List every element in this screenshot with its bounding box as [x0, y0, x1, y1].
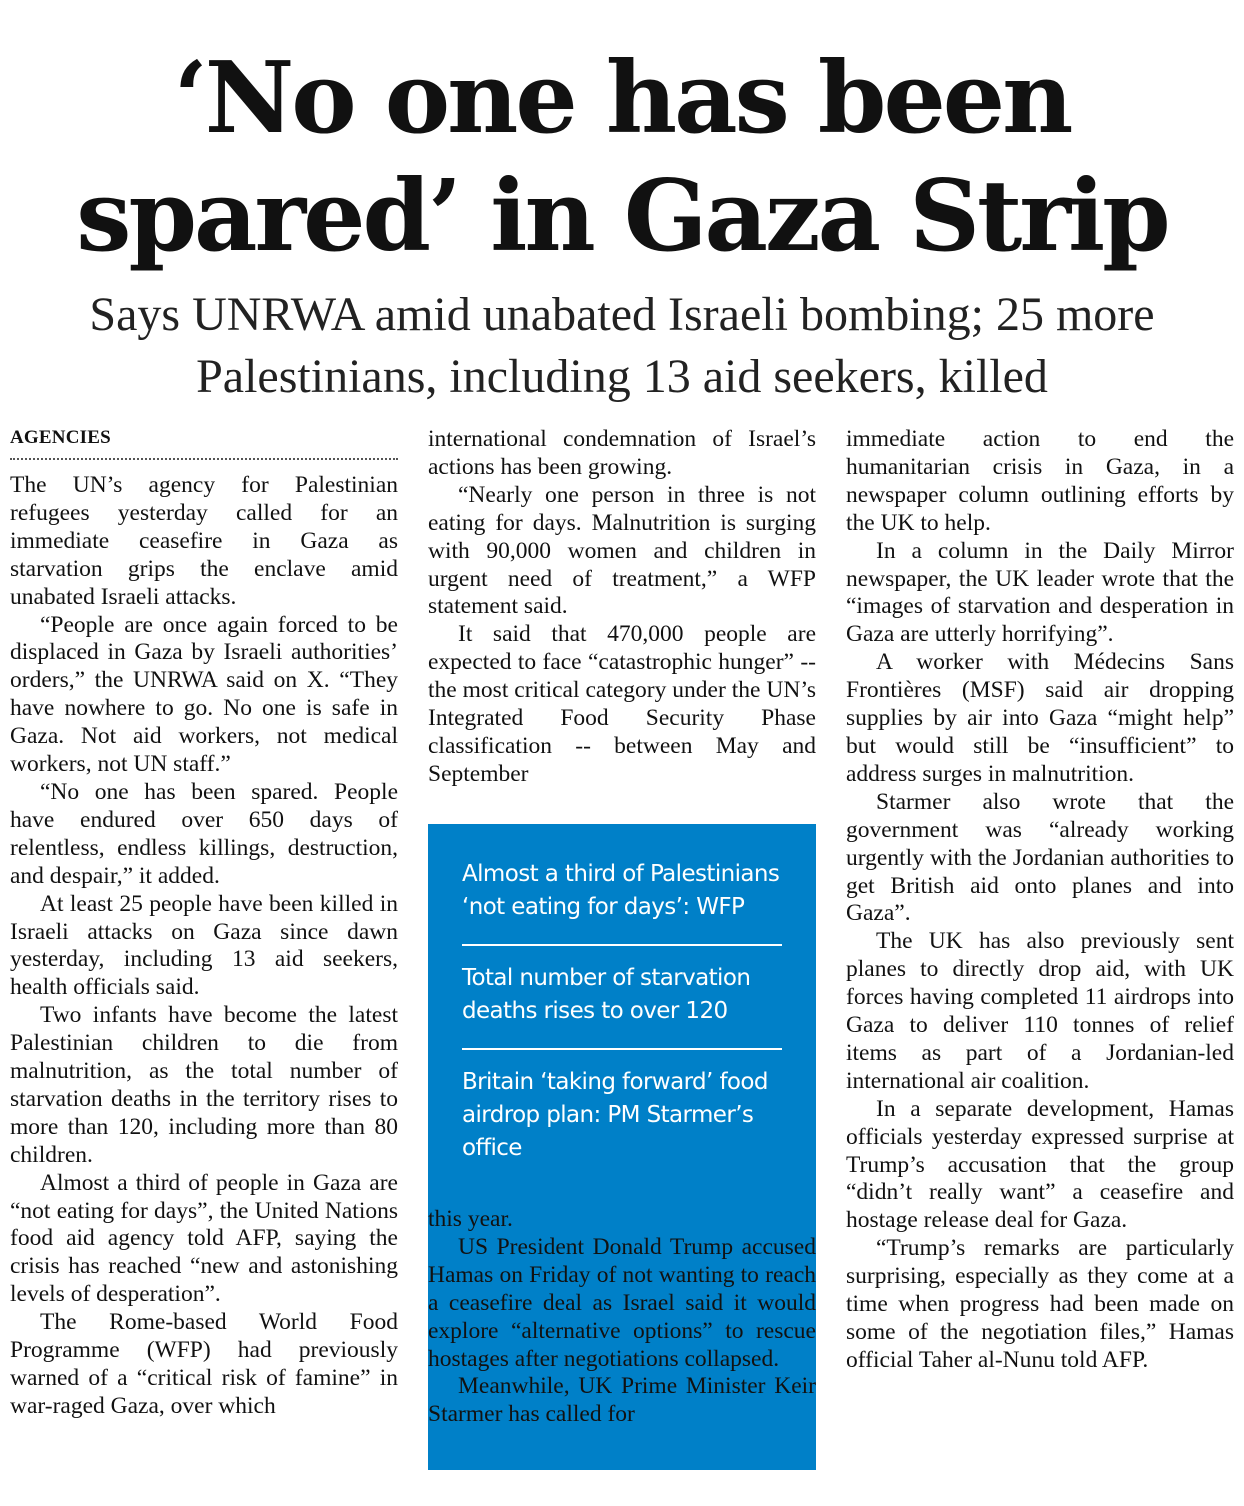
paragraph: In a separate development, Hamas officials yesterday expressed surprise at Trump’s accusation that the group “didn’t really want” a ceasefire and hostage release deal for Gaza.: [846, 1095, 1234, 1234]
article-column-3: [846, 426, 1234, 1375]
paragraph: “No one has been spared. People have endured over 650 days of relentless, endless killings, destruction, and despair,” it added.: [10, 778, 398, 889]
byline: AGENCIES: [10, 426, 398, 460]
headline-line-1: ‘No one has been: [173, 41, 1071, 156]
paragraph: A worker with Médecins Sans Frontières (MSF) said air dropping supplies by air into Gaza “might help” but would still be “insufficient” to address surges in malnutrition.: [846, 649, 1234, 787]
headline-line-2: spared’ in Gaza Strip: [76, 159, 1168, 274]
paragraph: “Nearly one person in three is not eating for days. Malnutrition is surging with 90,000 women and children in urgent need of treatment,” a WFP statement said.: [428, 481, 816, 620]
paragraph: international condemnation of Israel’s actions has been growing.: [428, 426, 816, 480]
paragraph: Two infants have become the latest Palestinian children to die from malnutrition, as the total number of starvation deaths in the territory rises to more than 120, including more than 80 children.: [10, 1002, 398, 1168]
paragraph: In a column in the Daily Mirror newspaper, the UK leader wrote that the “images of starvation and desperation in Gaza are utterly horrifying”.: [846, 537, 1234, 648]
highlight-item: Total number of starvation deaths rises to over 120: [462, 944, 782, 1048]
paragraph: The Rome-based World Food Programme (WFP) had previously warned of a “critical risk of famine” in war-raged Gaza, over which: [10, 1309, 398, 1419]
paragraph: The UN’s agency for Palestinian refugees yesterday called for an immediate ceasefire in Gaza as starvation grips the enclave amid unabated Israeli attacks.: [10, 472, 398, 610]
column-2-top-text: [428, 426, 816, 789]
paragraph: “People are once again forced to be displaced in Gaza by Israeli authorities’ orders,” the UNRWA said on X. “They have nowhere to go. No one is safe in Gaza. Not aid workers, not medical workers, not UN staff.”: [10, 611, 398, 778]
paragraph: Almost a third of people in Gaza are “not eating for days”, the United Nations food aid agency told AFP, saying the crisis has reached “new and astonishing levels of desperation”.: [10, 1169, 398, 1308]
article-column-1: [10, 426, 398, 1421]
paragraph: US President Donald Trump accused Hamas on Friday of not wanting to reach a ceasefire deal as Israel said it would explore “alternative options” to rescue hostages after negotiations collapsed.: [428, 1233, 816, 1372]
paragraph: It said that 470,000 people are expected to face “catastrophic hunger” -- the most critical category under the UN’s Integrated Food Security Phase classification -- between May and September: [428, 621, 816, 787]
subheadline-line-1: Says UNRWA amid unabated Israeli bombing; 25 more: [89, 288, 1155, 341]
paragraph: “Trump’s remarks are particularly surprising, especially as they come at a time when progress had been made on some of the negotiation files,” Hamas official Taher al-Nunu told AFP.: [846, 1235, 1234, 1373]
paragraph: The UK has also previously sent planes to directly drop aid, with UK forces having completed 11 airdrops into Gaza to deliver 110 tonnes of relief items as part of a Jordanian-led international air coalition.: [846, 928, 1234, 1094]
headline: [0, 40, 1244, 276]
subheadline: [0, 284, 1244, 408]
column-2-bottom-text: [428, 1206, 816, 1429]
paragraph: Meanwhile, UK Prime Minister Keir Starmer has called for: [428, 1373, 816, 1428]
highlight-item: Almost a third of Palestinians ‘not eating for days’: WFP: [462, 861, 780, 920]
highlights-list: [462, 858, 782, 1170]
paragraph: immediate action to end the humanitarian crisis in Gaza, in a newspaper column outlining efforts by the UK to help.: [846, 426, 1234, 536]
highlight-item: Britain ‘taking forward’ food airdrop plan: PM Starmer’s office: [462, 1048, 782, 1185]
paragraph: At least 25 people have been killed in Israeli attacks on Gaza since dawn yesterday, including 13 aid seekers, health officials said.: [10, 890, 398, 1001]
subheadline-line-2: Palestinians, including 13 aid seekers, killed: [196, 350, 1048, 403]
paragraph: this year.: [428, 1206, 513, 1232]
paragraph: Starmer also wrote that the government was “already working urgently with the Jordanian authorities to get British aid onto planes and into Gaza”.: [846, 788, 1234, 927]
